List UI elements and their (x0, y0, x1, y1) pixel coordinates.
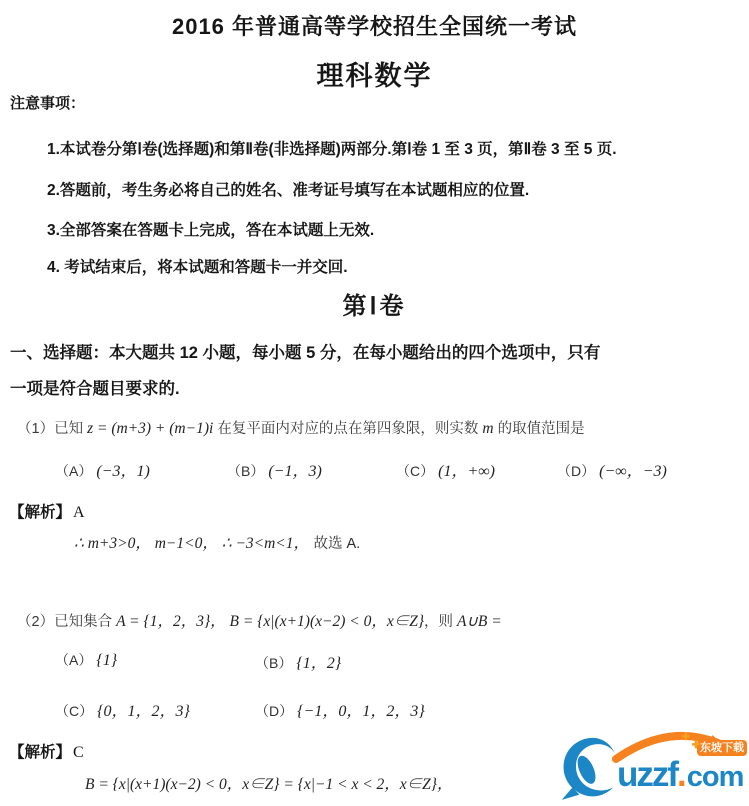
subject-title: 理科数学 (316, 61, 433, 91)
notice-item-1: 1.本试卷分第Ⅰ卷(选择题)和第Ⅱ卷(非选择题)两部分.第Ⅰ卷 1 至 3 页，第Ⅱ卷 3 至 5 页. (47, 141, 617, 158)
analysis-answer: C (73, 744, 84, 761)
question-2-stem-expression: A∪B = (457, 613, 502, 630)
option-label: （A） (55, 652, 93, 668)
question-1-stem-suffix: 的取值范围是 (493, 421, 585, 437)
option-value: {0，1，2，3} (97, 703, 190, 720)
question-2-analysis-detail (85, 772, 453, 794)
exam-title: 2016 年普通高等学校招生全国统一考试 (171, 14, 578, 39)
question-2-option-c (55, 698, 190, 721)
question-2-stem-formula: A = {1，2，3}， B = {x|(x+1)(x−2) < 0，x∈Z} (116, 613, 425, 630)
question-1-option-a (55, 458, 150, 481)
analysis-answer: A (73, 504, 85, 521)
uzzf-watermark-logo (560, 731, 748, 804)
analysis-conclusion: 故选 A. (313, 536, 361, 552)
sparkle-icon: ✚ (691, 740, 700, 751)
question-1-option-c (396, 458, 495, 481)
question-1-stem-prefix: （1）已知 (17, 421, 88, 437)
notice-item-4: 4. 考试结束后，将本试题和答题卡一并交回. (47, 259, 348, 276)
analysis-math: ∴ m+3>0， m−1<0， ∴ −3<m<1， (74, 535, 310, 552)
logo-brand-text: uzzf (617, 755, 678, 794)
question-1-option-b (227, 458, 322, 481)
option-value: {1，2} (296, 655, 342, 672)
logo-wordmark (617, 755, 743, 795)
option-label: （B） (255, 655, 293, 671)
question-2-option-a (55, 650, 117, 670)
question-2-stem (17, 609, 502, 631)
sparkle-icon: ✚ (681, 732, 690, 743)
question-2-option-b (255, 650, 341, 673)
option-value: (−∞，−3) (599, 463, 667, 480)
option-label: （D） (255, 703, 294, 719)
option-label: （B） (227, 463, 265, 479)
notice-item-3: 3.全部答案在答题卡上完成，答在本试题上无效. (47, 222, 375, 239)
notice-item-2: 2.答题前，考生务必将自己的姓名、准考证号填写在本试题相应的位置. (47, 182, 530, 199)
question-2-stem-mid: ，则 (424, 614, 458, 630)
option-label: （A） (55, 463, 93, 479)
logo-badge: 东坡下载 (697, 740, 747, 756)
option-value: (−3，1) (96, 463, 150, 480)
question-1-analysis-heading (9, 500, 85, 522)
analysis-label: 【解析】 (9, 504, 72, 521)
question-2-option-d (255, 698, 425, 721)
question-2-stem-prefix: （2）已知集合 (17, 614, 117, 630)
question-2-analysis-heading (9, 740, 84, 762)
option-label: （D） (557, 463, 596, 479)
question-1-option-d (557, 458, 667, 481)
question-1-stem-variable: m (482, 420, 494, 437)
question-1-analysis-detail (74, 531, 360, 553)
analysis-math: B = {x|(x+1)(x−2) < 0，x∈Z} = {x|−1 < x < 2，x∈Z}， (85, 776, 453, 793)
logo-tld-text: com (686, 761, 744, 793)
option-label: （C） (55, 703, 94, 719)
option-value: (−1，3) (268, 463, 322, 480)
question-1-stem-formula: z = (m+3) + (m−1)i (87, 420, 214, 437)
notice-heading: 注意事项： (10, 95, 86, 112)
option-value: (1，+∞) (438, 463, 495, 480)
logo-dot: . (677, 755, 687, 794)
section-intro-line-2: 一项是符合题目要求的. (10, 380, 180, 398)
question-1-stem-mid: 在复平面内对应的点在第四象限，则实数 (213, 421, 483, 437)
analysis-label: 【解析】 (9, 744, 72, 761)
section-intro-line-1: 一、选择题：本大题共 12 小题，每小题 5 分，在每小题给出的四个选项中，只有 (10, 344, 601, 362)
option-value: {1} (96, 652, 118, 669)
option-label: （C） (396, 463, 435, 479)
option-value: {−1，0，1，2，3} (297, 703, 425, 720)
section-1-heading: 第Ⅰ卷 (342, 293, 407, 320)
question-1-stem (17, 417, 585, 438)
